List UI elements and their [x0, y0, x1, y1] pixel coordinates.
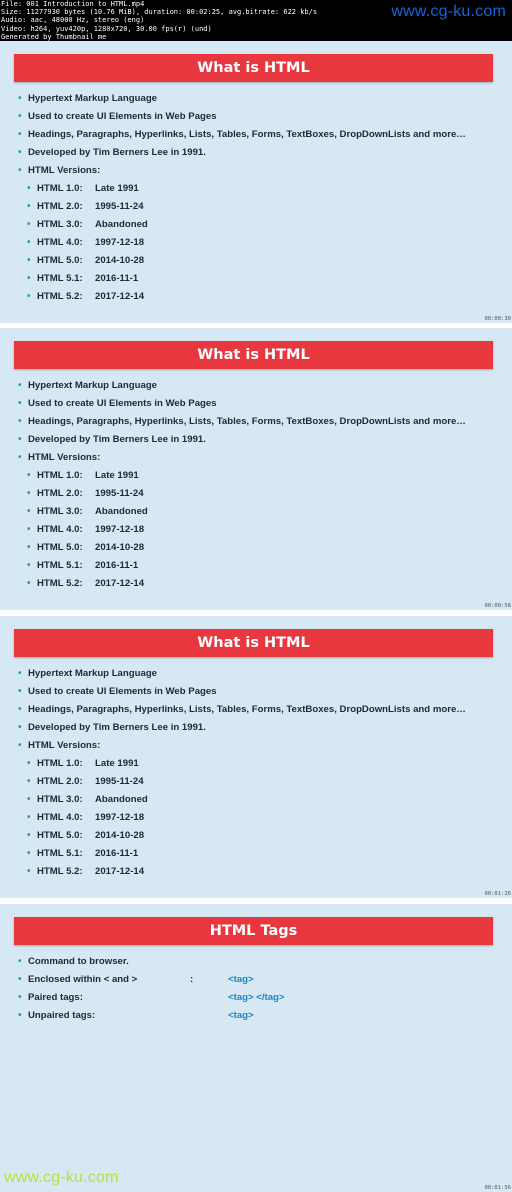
bullet-icon: •: [27, 758, 31, 769]
watermark-bottom: www.cg-ku.com: [4, 1169, 119, 1186]
list-item: • Headings, Paragraphs, Hyperlinks, Lists, Tables, Forms, TextBoxes, DropDownLists and more…: [18, 413, 508, 431]
slide-title: What is HTML: [14, 629, 493, 657]
frame-timestamp: 00:01:56: [484, 1185, 511, 1191]
bullet-icon: •: [27, 488, 31, 499]
video-frame-4: [0, 904, 512, 1192]
version-item: • HTML 5.0: 2014-10-28: [18, 252, 508, 270]
bullet-icon: •: [27, 470, 31, 481]
bullet-icon: •: [27, 776, 31, 787]
version-item: • HTML 1.0: Late 1991: [18, 467, 508, 485]
list-item: • Paired tags: <tag> </tag>: [18, 989, 508, 1007]
bullet-icon: •: [27, 830, 31, 841]
bullet-icon: •: [18, 111, 22, 122]
version-item: • HTML 1.0: Late 1991: [18, 180, 508, 198]
version-item: • HTML 3.0:Abandoned: [18, 503, 508, 521]
bullet-icon: •: [27, 560, 31, 571]
bullet-icon: •: [18, 704, 22, 715]
bullet-icon: •: [27, 578, 31, 589]
tag-example: <tag>: [228, 974, 254, 985]
version-item: • HTML 5.0: 2014-10-28: [18, 539, 508, 557]
version-item: • HTML 2.0: 1995-11-24: [18, 198, 508, 216]
tag-example: <tag>: [228, 1010, 254, 1021]
bullet-icon: •: [27, 506, 31, 517]
bullet-icon: •: [27, 219, 31, 230]
bullet-icon: •: [27, 201, 31, 212]
version-item: • HTML 4.0: 1997-12-18: [18, 809, 508, 827]
bullet-icon: •: [27, 237, 31, 248]
bullet-icon: •: [18, 380, 22, 391]
list-item: • HTML Versions:: [18, 162, 508, 180]
bullet-icon: •: [18, 165, 22, 176]
list-item: • HTML Versions:: [18, 449, 508, 467]
bullet-icon: •: [27, 866, 31, 877]
bullet-icon: •: [18, 1010, 22, 1021]
slide-title: What is HTML: [14, 341, 493, 369]
file-info-line: File: 001 Introduction to HTML.mp4: [1, 0, 145, 8]
bullet-icon: •: [18, 434, 22, 445]
slide-title: What is HTML: [14, 54, 493, 82]
bullet-list: [18, 90, 508, 306]
bullet-icon: •: [27, 848, 31, 859]
version-item: • HTML 1.0: Late 1991: [18, 755, 508, 773]
list-item: • Hypertext Markup Language: [18, 90, 508, 108]
bullet-icon: •: [18, 722, 22, 733]
list-item: • Command to browser.: [18, 953, 508, 971]
slide-title: HTML Tags: [14, 917, 493, 945]
bullet-icon: •: [27, 524, 31, 535]
list-item: • Hypertext Markup Language: [18, 377, 508, 395]
version-item: • HTML 5.2: 2017-12-14: [18, 863, 508, 881]
list-item: • Headings, Paragraphs, Hyperlinks, Lists, Tables, Forms, TextBoxes, DropDownLists and more…: [18, 701, 508, 719]
bullet-icon: •: [18, 686, 22, 697]
version-item: • HTML 5.2: 2017-12-14: [18, 288, 508, 306]
bullet-icon: •: [27, 183, 31, 194]
version-item: • HTML 5.1: 2016-11-1: [18, 557, 508, 575]
version-item: • HTML 4.0: 1997-12-18: [18, 521, 508, 539]
list-item: • Hypertext Markup Language: [18, 665, 508, 683]
version-item: • HTML 5.2: 2017-12-14: [18, 575, 508, 593]
version-item: • HTML 5.1: 2016-11-1: [18, 845, 508, 863]
bullet-icon: •: [27, 794, 31, 805]
version-item: • HTML 2.0: 1995-11-24: [18, 773, 508, 791]
file-info-line: Video: h264, yuv420p, 1280x720, 30.00 fps(r) (und): [1, 24, 212, 33]
list-item: • HTML Versions:: [18, 737, 508, 755]
list-item: • Used to create UI Elements in Web Pages: [18, 395, 508, 413]
list-item: • Headings, Paragraphs, Hyperlinks, Lists, Tables, Forms, TextBoxes, DropDownLists and more…: [18, 126, 508, 144]
bullet-icon: •: [18, 147, 22, 158]
video-frame-2: [0, 328, 512, 610]
bullet-icon: •: [18, 740, 22, 751]
bullet-list: [18, 665, 508, 881]
list-item: • Used to create UI Elements in Web Pages: [18, 683, 508, 701]
list-item: • Developed by Tim Berners Lee in 1991.: [18, 719, 508, 737]
bullet-icon: •: [18, 416, 22, 427]
bullet-icon: •: [18, 974, 22, 985]
bullet-icon: •: [18, 668, 22, 679]
frame-timestamp: 00:00:58: [484, 603, 511, 609]
video-frame-3: [0, 616, 512, 898]
list-item: • Developed by Tim Berners Lee in 1991.: [18, 144, 508, 162]
bullet-icon: •: [27, 812, 31, 823]
bullet-icon: •: [27, 255, 31, 266]
bullet-icon: •: [27, 273, 31, 284]
file-info-line: Size: 11277930 bytes (10.76 MiB), duration: 00:02:25, avg.bitrate: 622 kb/s: [1, 8, 318, 17]
version-item: • HTML 3.0:Abandoned: [18, 791, 508, 809]
list-item: • Used to create UI Elements in Web Pages: [18, 108, 508, 126]
bullet-icon: •: [18, 992, 22, 1003]
tag-example: <tag> </tag>: [228, 992, 285, 1003]
frame-timestamp: 00:00:30: [484, 316, 511, 322]
frame-timestamp: 00:01:26: [484, 891, 511, 897]
version-item: • HTML 2.0: 1995-11-24: [18, 485, 508, 503]
bullet-icon: •: [27, 542, 31, 553]
bullet-icon: •: [27, 291, 31, 302]
version-item: • HTML 5.0: 2014-10-28: [18, 827, 508, 845]
bullet-icon: •: [18, 398, 22, 409]
bullet-icon: •: [18, 93, 22, 104]
version-item: • HTML 4.0: 1997-12-18: [18, 234, 508, 252]
bullet-icon: •: [18, 129, 22, 140]
video-frame-1: [0, 41, 512, 323]
bullet-icon: •: [18, 452, 22, 463]
bullet-list: [18, 377, 508, 593]
file-info-line: Generated by Thumbnail me: [1, 32, 107, 41]
file-info-line: Audio: aac, 48000 Hz, stereo (eng): [1, 16, 145, 25]
version-item: • HTML 3.0:Abandoned: [18, 216, 508, 234]
version-item: • HTML 5.1: 2016-11-1: [18, 270, 508, 288]
list-item: • Unpaired tags: <tag>: [18, 1007, 508, 1025]
bullet-icon: •: [18, 956, 22, 967]
watermark-top: www.cg-ku.com: [391, 3, 506, 20]
list-item: • Enclosed within < and > : <tag>: [18, 971, 508, 989]
bullet-list: [18, 953, 508, 1025]
list-item: • Developed by Tim Berners Lee in 1991.: [18, 431, 508, 449]
